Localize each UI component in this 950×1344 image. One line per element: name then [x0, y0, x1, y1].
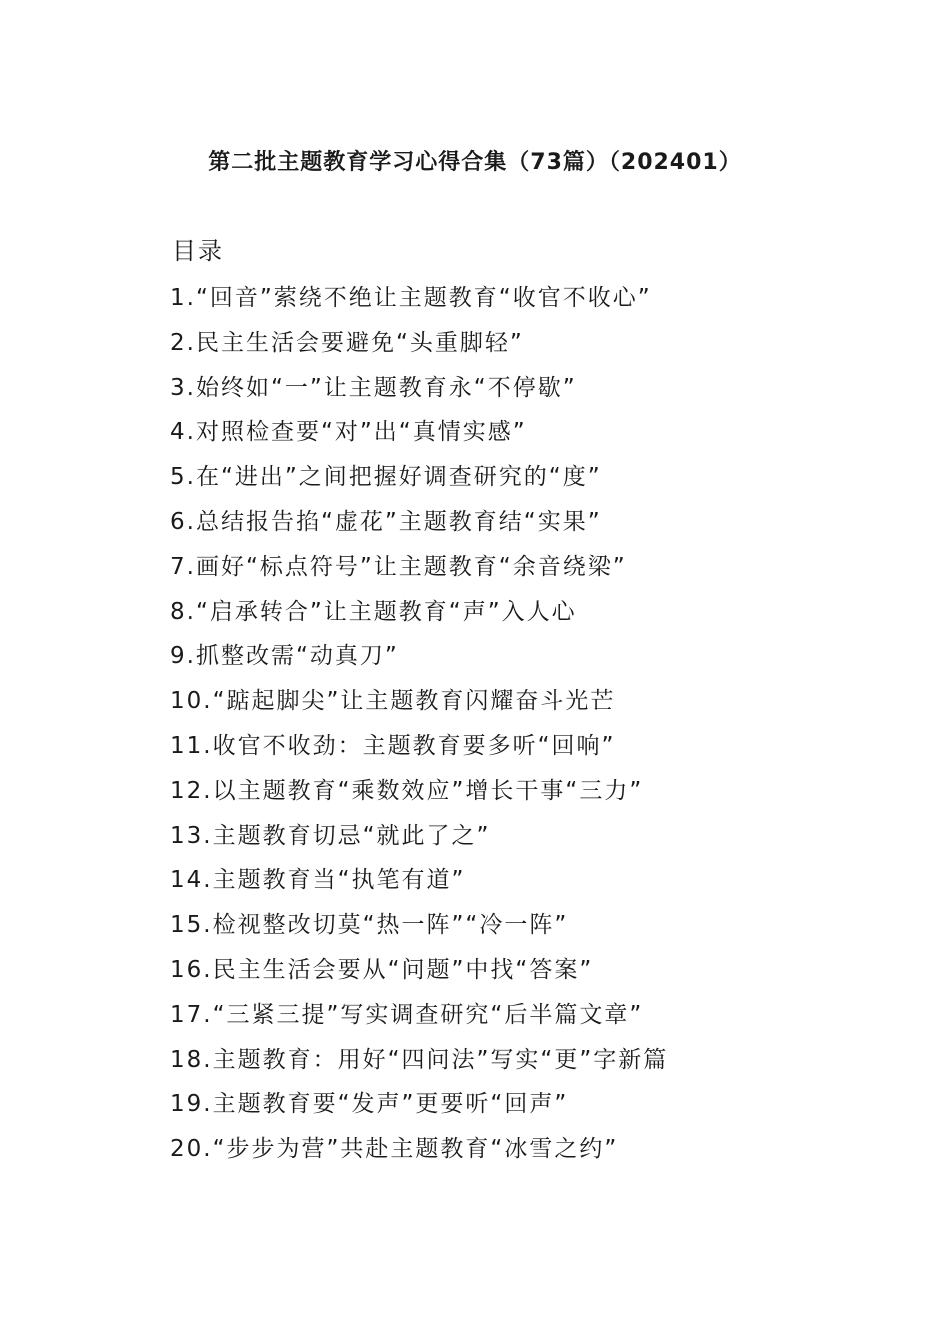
toc-item: 19.主题教育要“发声”更要听“回声”	[170, 1091, 569, 1118]
toc-item: 4.对照检查要“对”出“真情实感”	[170, 419, 527, 446]
toc-item: 15.检视整改切莫“热一阵”“冷一阵”	[170, 912, 569, 939]
toc-item: 17.“三紧三提”写实调查研究“后半篇文章”	[170, 1001, 644, 1028]
toc-item: 6.总结报告掐“虚花”主题教育结“实果”	[170, 508, 602, 535]
toc-item: 9.抓整改需“动真刀”	[170, 643, 399, 670]
toc-item: 10.“踮起脚尖”让主题教育闪耀奋斗光芒	[170, 688, 616, 715]
toc-list	[170, 276, 668, 1172]
toc-item: 13.主题教育切忌“就此了之”	[170, 822, 491, 849]
toc-item: 5.在“进出”之间把握好调查研究的“度”	[170, 464, 602, 491]
toc-heading: 目录	[172, 237, 224, 265]
toc-item: 16.民主生活会要从“问题”中找“答案”	[170, 956, 594, 983]
toc-item: 12.以主题教育“乘数效应”增长干事“三力”	[170, 777, 644, 804]
toc-item: 11.收官不收劲：主题教育要多听“回响”	[170, 732, 616, 759]
toc-item: 7.画好“标点符号”让主题教育“余音绕梁”	[170, 553, 627, 580]
toc-item: 14.主题教育当“执笔有道”	[170, 867, 466, 894]
toc-item: 2.民主生活会要避免“头重脚轻”	[170, 329, 524, 356]
toc-item: 8.“启承转合”让主题教育“声”入人心	[170, 598, 577, 625]
toc-item: 18.主题教育：用好“四问法”写实“更”字新篇	[170, 1046, 669, 1073]
document-title: 第二批主题教育学习心得合集（73篇）（202401）	[208, 150, 742, 175]
toc-item: 3.始终如“一”让主题教育永“不停歇”	[170, 374, 577, 401]
toc-item: 20.“步步为营”共赴主题教育“冰雪之约”	[170, 1136, 619, 1163]
toc-item: 1.“回音”萦绕不绝让主题教育“收官不收心”	[170, 285, 652, 311]
